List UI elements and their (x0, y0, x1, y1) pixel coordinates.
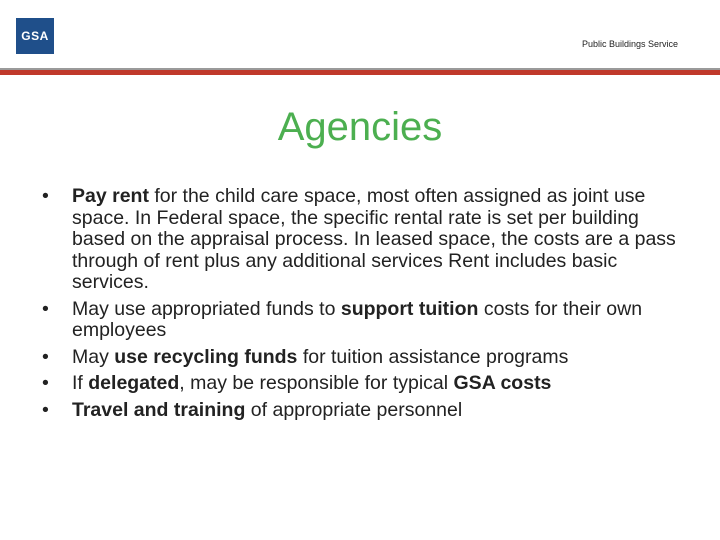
bullet-run: , may be responsible for typical (179, 372, 454, 394)
slide-title: Agencies (277, 105, 443, 149)
bullet-run: of appropriate personnel (245, 398, 463, 421)
bullet-text (72, 347, 692, 369)
logo-text: GSA (21, 29, 49, 43)
bullet-dot: • (42, 345, 49, 368)
bullet-dot: • (42, 398, 49, 421)
bullet-list (42, 186, 692, 426)
bullet-text (72, 400, 692, 422)
bullet-run: for the child care space, most often assigned as joint use space. In Federal space, the specific rental rate is set per building based on the appraisal process. In leased space, the costs are a pass through of rent plus any additional services Rent includes basic services. (72, 185, 676, 293)
bullet-run: costs for their own employees (72, 297, 643, 341)
bullet-dot: • (42, 185, 49, 207)
bullet-item (42, 373, 692, 395)
bullet-run: for tuition assistance programs (297, 345, 569, 368)
bullet-text (72, 186, 692, 294)
bullet-emphasis: use recycling funds (114, 345, 298, 368)
bullet-text (72, 299, 692, 342)
bullet-emphasis: Pay rent (72, 185, 149, 207)
service-name: Public Buildings Service (581, 39, 678, 49)
gsa-logo (16, 18, 54, 54)
bullet-item (42, 400, 692, 422)
bullet-run: May use appropriated funds to (72, 297, 341, 320)
bullet-emphasis: delegated (88, 372, 180, 394)
bullet-emphasis: Travel and training (72, 398, 246, 421)
bullet-text (72, 373, 692, 395)
bullet-run: May (72, 345, 115, 368)
bullet-emphasis: GSA costs (453, 372, 552, 394)
bullet-dot: • (42, 372, 49, 394)
bullet-emphasis: support tuition (340, 297, 479, 320)
header-divider-red (0, 70, 720, 75)
bullet-run: If (72, 372, 89, 394)
bullet-item (42, 186, 692, 294)
bullet-item (42, 299, 692, 342)
bullet-dot: • (42, 297, 49, 320)
bullet-item (42, 347, 692, 369)
